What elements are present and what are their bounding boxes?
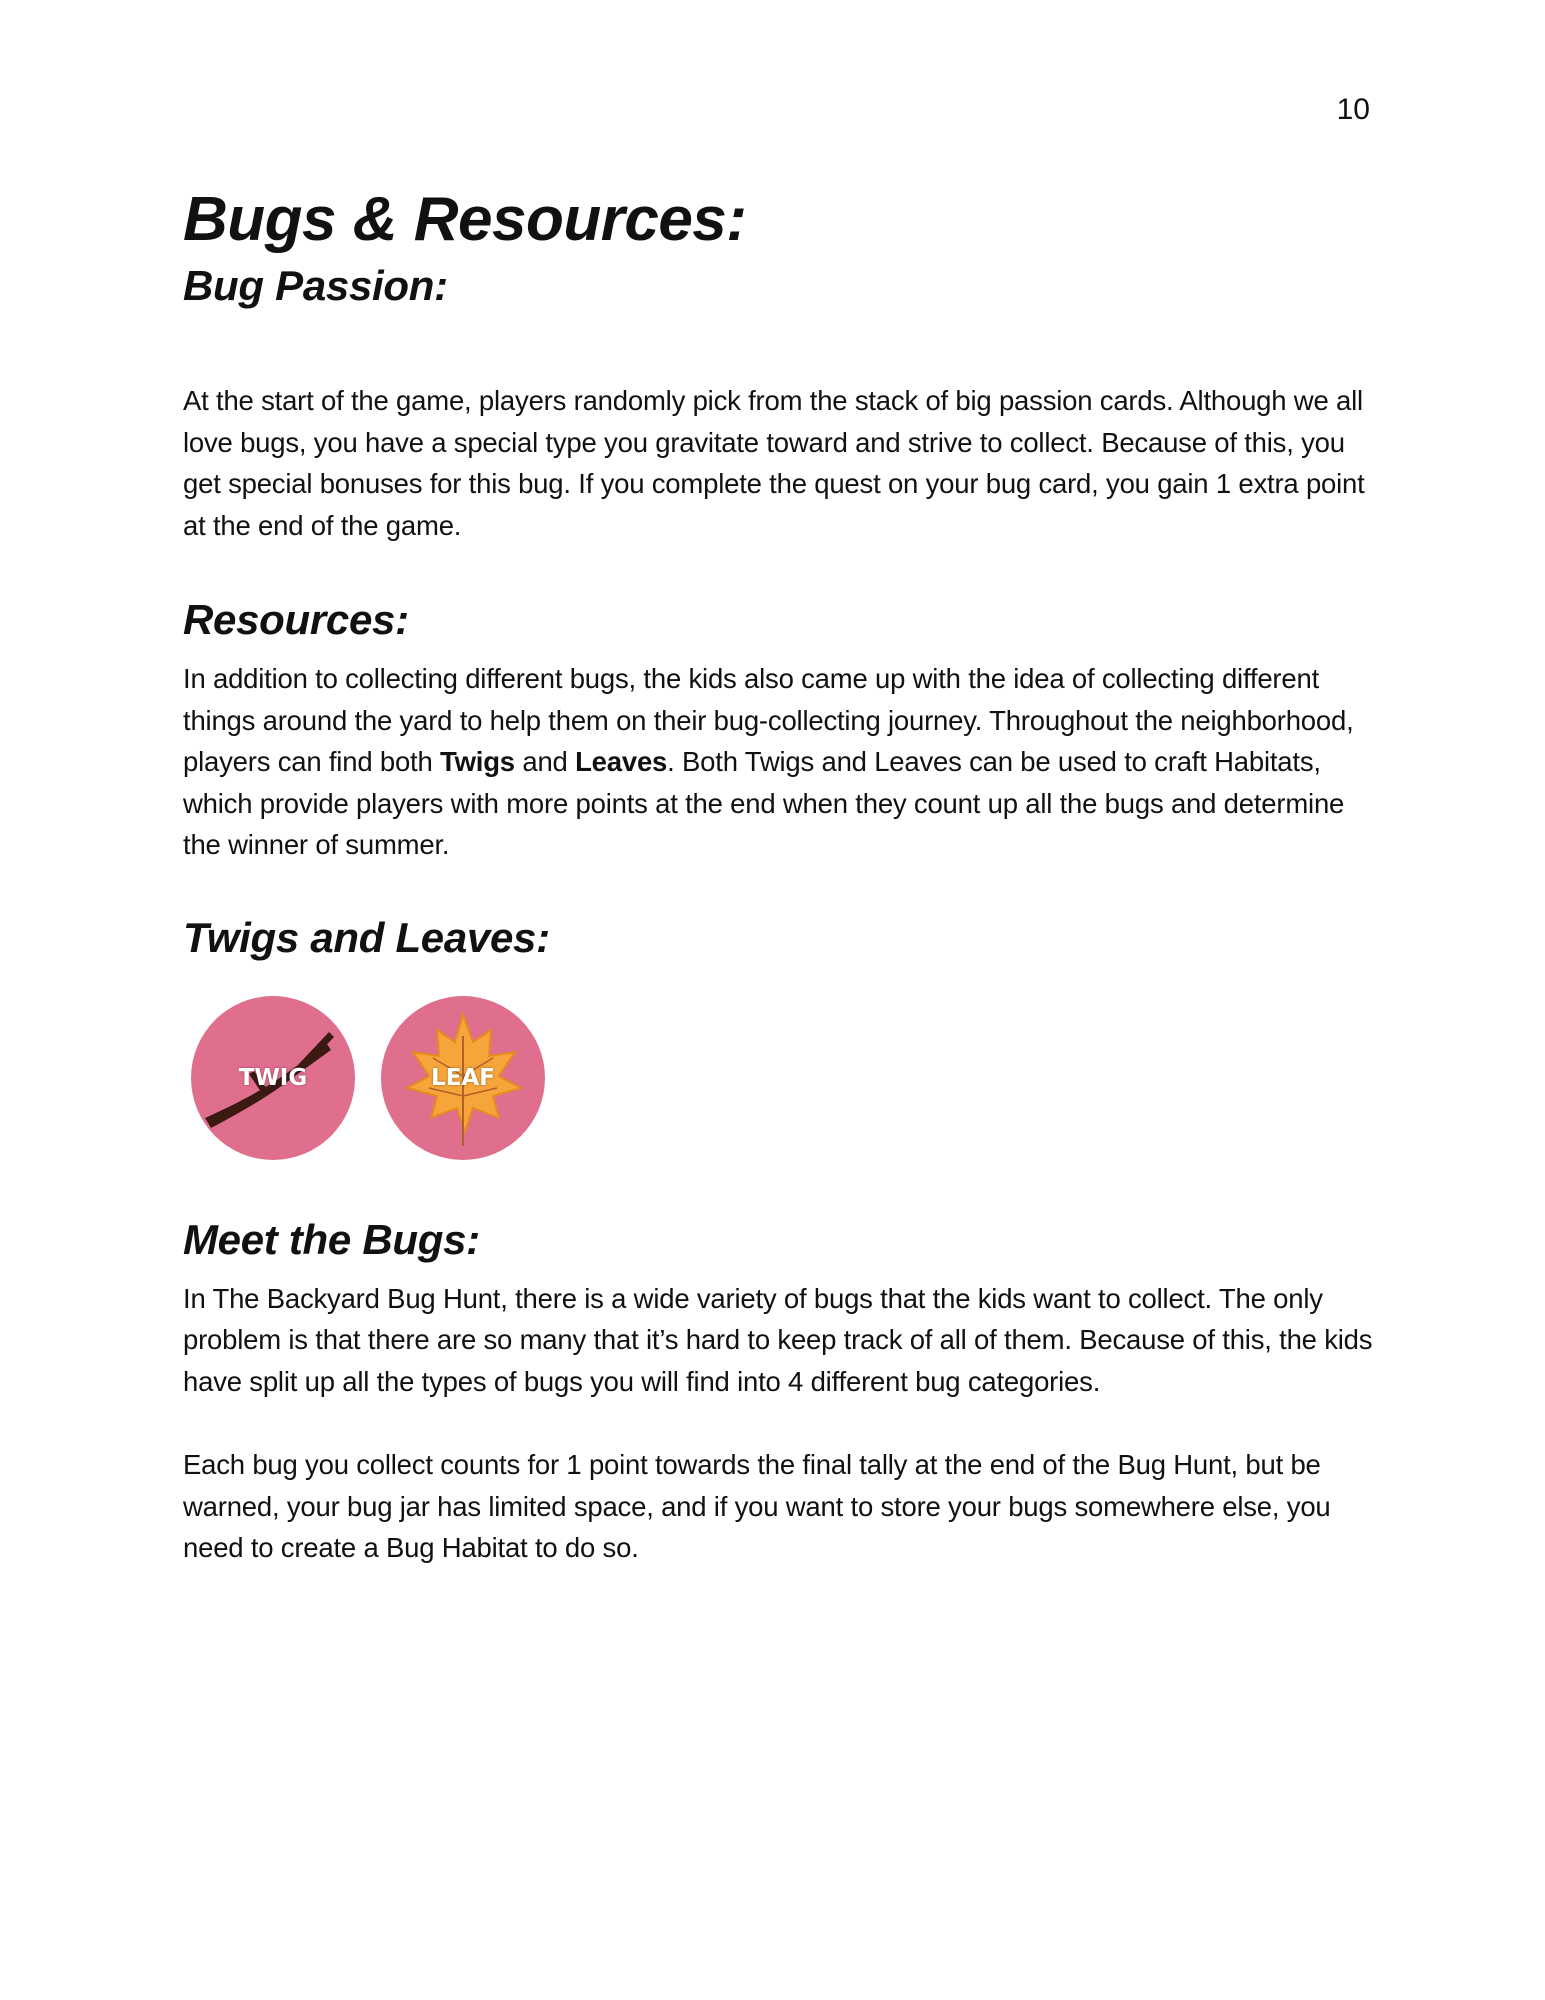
resource-tokens <box>191 996 1373 1160</box>
page-number: 10 <box>1336 93 1370 126</box>
twig-token-label: TWIG <box>238 1064 308 1091</box>
leaf-token <box>381 996 545 1160</box>
page-content <box>183 180 1373 1569</box>
heading-resources: Resources: <box>183 596 409 643</box>
heading-bug-passion: Bug Passion: <box>183 262 448 309</box>
leaf-token-label: LEAF <box>431 1064 495 1091</box>
bug-passion-paragraph: At the start of the game, players randomly pick from the stack of big passion cards. Although we all love bugs, you have a special type you gravitate toward and strive to collect. Because of this, you get special bonuses for this bug. If you complete the quest on your bug card, you gain 1 extra point at the end of the game. <box>183 385 1365 541</box>
resources-bold-twigs: Twigs <box>440 746 515 777</box>
twig-token <box>191 996 355 1160</box>
heading-meet-bugs: Meet the Bugs: <box>183 1215 480 1263</box>
resources-text-after: . Both Twigs and Leaves can be used to craft Habitats, which provide players with more points at the end when they count up all the bugs and determine the winner of summer. <box>183 746 1345 860</box>
heading-twigs-leaves: Twigs and Leaves: <box>183 913 550 961</box>
meet-bugs-paragraph-1: In The Backyard Bug Hunt, there is a wide variety of bugs that the kids want to collect. The only problem is that there are so many that it’s hard to keep track of all of them. Because of this, the kids have split up all the types of bugs you will find into 4 different bug categories. <box>183 1282 1373 1397</box>
meet-bugs-paragraph-2: Each bug you collect counts for 1 point towards the final tally at the end of the Bug Hunt, but be warned, your bug jar has limited space, and if you want to store your bugs somewhere else, you need to create a Bug Habitat to do so. <box>183 1449 1331 1563</box>
resources-text-before: In addition to collecting different bugs, the kids also came up with the idea of collecting different things around the yard to help them on their bug-collecting journey. Throughout the neighborhood, players can find both <box>183 663 1354 777</box>
resources-paragraph <box>183 658 1373 866</box>
page-title: Bugs & Resources: <box>183 185 747 254</box>
resources-text-and: and <box>514 746 576 777</box>
resources-bold-leaves: Leaves <box>575 746 668 777</box>
